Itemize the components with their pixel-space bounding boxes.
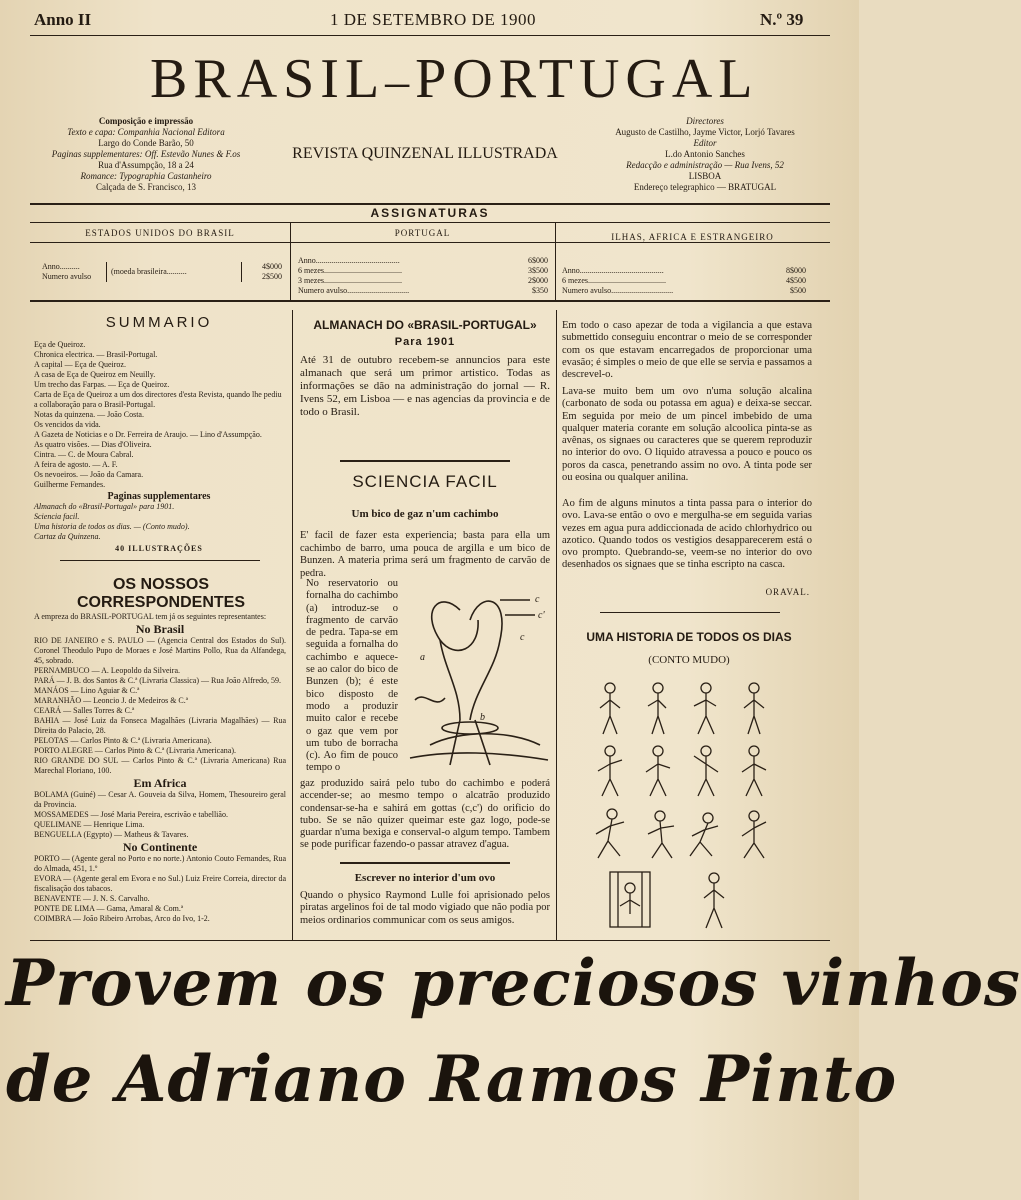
agent-entry: PONTE DE LIMA — Gama, Amaral & Com.ª	[34, 904, 184, 913]
column-divider	[555, 222, 556, 300]
signature: ORAVAL.	[765, 587, 810, 597]
correspondentes-title: OS NOSSOS CORRESPONDENTES	[76, 576, 246, 611]
summario-title: SUMMARIO	[105, 314, 213, 331]
credit-line: Endereço telegraphico — BRATUGAL	[633, 182, 777, 192]
agent-entry: BOLAMA (Guiné) — Cesar A. Gouveia da Silva, Homem, Thesoureiro geral da Provincia.	[34, 790, 286, 809]
price-row	[562, 286, 806, 296]
title-portugal: PORTUGAL	[415, 48, 759, 110]
price-row	[298, 276, 548, 286]
content-bottom-rule	[30, 940, 830, 941]
price-label: Numero avulso	[42, 272, 92, 281]
section-rule	[600, 612, 780, 613]
section-rule	[60, 560, 260, 561]
masthead-bottom-rule	[30, 203, 830, 205]
issue-year: Anno II	[34, 10, 92, 29]
illustrations-count: 40 ILLUSTRAÇÕES	[115, 544, 203, 553]
title-brasil: BRASIL	[150, 48, 386, 110]
correspondentes-intro: A empreza do BRASIL-PORTUGAL tem já os seguintes representantes:	[34, 612, 267, 621]
agent-entry: BAHIA — José Luiz da Fonseca Magalhães (Livraria Magalhães) — Rua Direita do Palacio, 28.	[34, 716, 286, 735]
label-b: b	[480, 712, 485, 723]
price-label: Anno..........................................	[562, 266, 664, 275]
portugal-header: PORTUGAL	[394, 228, 451, 238]
agent-entry: RIO DE JANEIRO e S. PAULO — (Agencia Central dos Estados do Sul). Coronel Theodulo Pupo de Moraes e José Martins Pollo, Rua da Alfandega, 45, sobrado.	[34, 636, 286, 665]
price-value: $500	[790, 286, 806, 295]
supplement-item: Almanach do «Brasil-Portugal» para 1901.	[34, 502, 175, 511]
almanach-text: Até 31 de outubro recebem-se annuncios para este almanach que será um primor artistico. Todas as informações se dão na administração do jornal — R. Ivens 52, em Lisboa — e nas agencias da provincia e de todo o Brasil.	[300, 354, 550, 418]
agent-entry: PORTO — (Agente geral no Porto e no norte.) Antonio Couto Fernandes, Rua do Almada, 451, 1.º	[34, 854, 286, 873]
ovo-p2: Lava-se muito bem um ovo n'uma solução alcalina (carbonato de soda ou potassa em agua) e deixa-se seccar. Em seguida por meio de um pincel imbebido de uma qualquer materia corante em solução alcoolica pinta-se as avênas, os signaes ou caracteres que se querem reproduzir no interior do ovo. O liquido atravessa a pouco e pouco os poros da casca, penetrando assim no ovo. A tinta pode ser ou eosina ou qualquer anilina.	[562, 386, 812, 484]
almanach-year: Para 1901	[394, 336, 456, 348]
agent-entry: BENGUELLA (Egypto) — Matheus & Tavares.	[34, 830, 189, 839]
figure-row-2	[598, 746, 766, 796]
summario-item: Eça de Queiroz.	[34, 340, 86, 349]
printing-credits	[46, 116, 246, 193]
newspaper-title	[150, 44, 759, 117]
masthead-top-rule	[30, 35, 830, 36]
title-dash: –	[385, 55, 416, 108]
region-heading: Em Africa	[133, 776, 187, 790]
price-label: 3 mezes.......................................	[298, 276, 402, 285]
ilhas-prices	[562, 266, 806, 296]
credit-line: Composição e impressão	[98, 116, 194, 126]
agent-entry: BENAVENTE — J. N. S. Carvalho.	[34, 894, 150, 903]
currency-note: (moeda brasileira..........	[106, 262, 241, 282]
credit-line: Romance: Typographia Castanheiro	[80, 171, 212, 181]
agent-entry: PARÁ — J. B. dos Santos & C.ª (Livraria Classica) — Rua João Alfredo, 59.	[34, 676, 282, 685]
label-c2: c'	[538, 610, 545, 621]
agent-entry: MOSSAMEDES — José Maria Pereira, escrivão e tabellião.	[34, 810, 228, 819]
price-value: 2$500	[262, 272, 282, 281]
price-label: 6 mezes.......................................	[298, 266, 402, 275]
summario-item: A casa de Eça de Queiroz em Neuilly.	[34, 370, 156, 379]
supplement-item: Cartaz da Quinzena.	[34, 532, 101, 541]
price-value: 2$000	[528, 276, 548, 285]
conto-title: UMA HISTORIA DE TODOS OS DIAS	[586, 630, 792, 644]
brasil-prices	[42, 262, 282, 282]
price-value: 4$000	[262, 262, 282, 271]
credit-line: Redacção e administração — Rua Ivens, 52	[626, 160, 784, 170]
price-value: 8$000	[786, 266, 806, 275]
sciencia-p1: E' facil de fazer esta experiencia; basta para ella um cachimbo de barro, uma pouca de argilla e um bico de Bunzen. A materia prima será um fragmento de carvão de pedra.	[300, 530, 550, 579]
agent-entry: MANÁOS — Lino Aguiar & C.ª	[34, 686, 140, 695]
agent-entry: PORTO ALEGRE — Carlos Pinto & C.ª (Livraria Americana).	[34, 746, 236, 755]
summario-item: As quatro visões. — Dias d'Oliveira.	[34, 440, 152, 449]
summario-item: Cintra. — C. de Moura Cabral.	[34, 450, 134, 459]
sciencia-p2-wide: gaz produzido sairá pelo tubo do cachimbo e poderá accender-se; ao mesmo tempo o alcatrão produzido condensar-se-ha e sahirá em gottas (c,c') do orificio do tubo. Se se não quizer queimar este gaz logo, pode-se guardar n'uma bexiga e conserval-o algum tempo. Tambem se pode purificar fazendo-o passar atravez d'agua.	[300, 778, 550, 851]
column-divider	[292, 310, 293, 940]
issue-number: N.º 39	[760, 10, 804, 29]
agent-entry: COIMBRA — João Ribeiro Arrobas, Arco do Ivo, 1-2.	[34, 914, 210, 923]
price-value: $350	[532, 286, 548, 295]
column-divider	[290, 222, 291, 300]
sciencia-title: SCIENCIA FACIL	[352, 472, 498, 491]
assignaturas-rule	[30, 222, 830, 223]
credit-line: L.do Antonio Sanches	[665, 149, 745, 159]
escrever-subtitle: Escrever no interior d'um ovo	[354, 872, 496, 884]
supplement-item: Uma historia de todos os dias. — (Conto mudo).	[34, 522, 190, 531]
section-rule	[340, 862, 510, 864]
price-row	[298, 286, 548, 296]
agent-entry: PERNAMBUCO — A. Leopoldo da Silveira.	[34, 666, 180, 675]
credit-line: Augusto de Castilho, Jayme Victor, Lorjó Tavares	[615, 127, 795, 137]
conto-subtitle: (CONTO MUDO)	[648, 654, 730, 666]
summario-item: Chronica electrica. — Brasil-Portugal.	[34, 350, 158, 359]
price-row	[562, 266, 806, 276]
credit-line: Rua d'Assumpção, 18 a 24	[98, 160, 194, 170]
label-a: a	[420, 652, 425, 663]
correspondentes-list	[34, 612, 286, 924]
credit-line: Paginas supplementares: Off. Estevão Nunes & F.os	[51, 149, 241, 159]
assignaturas-title: ASSIGNATURAS	[370, 206, 490, 220]
summario-item: A Gazeta de Noticias e o Dr. Ferreira de Araujo. — Lino d'Assumpção.	[34, 430, 262, 439]
brasil-header: ESTADOS UNIDOS DO BRASIL	[85, 228, 235, 238]
conto-mudo-illustration	[588, 676, 778, 934]
column-divider	[556, 310, 557, 940]
agent-entry: MARANHÃO — Leoncio J. de Medeiros & C.ª	[34, 696, 188, 705]
label-c3: c	[520, 632, 525, 643]
handwritten-ad-line-2: de Adriano Ramos Pinto	[6, 1042, 898, 1117]
credit-line: Calçada de S. Francisco, 13	[96, 182, 196, 192]
summario-item: A capital — Eça de Queiroz.	[34, 360, 126, 369]
pipe-illustration	[400, 580, 550, 775]
escrever-p1: Quando o physico Raymond Lulle foi aprisionado pelos piratas argelinos foi de tal modo vigiado que não podia por meios ordinarios communicar com os seus amigos.	[300, 890, 550, 926]
agent-entry: RIO GRANDE DO SUL — Carlos Pinto & C.ª (Livraria Americana) Rua Marechal Floriano, 100.	[34, 756, 286, 775]
summario-list	[34, 340, 284, 554]
ilhas-header: ILHAS, AFRICA E ESTRANGEIRO	[611, 232, 774, 242]
issue-date: 1 DE SETEMBRO DE 1900	[330, 10, 536, 29]
price-value: 6$000	[528, 256, 548, 265]
summario-item: Os vencidos da vida.	[34, 420, 101, 429]
price-label: Anno..........................................	[298, 256, 400, 265]
ovo-p3: Ao fim de alguns minutos a tinta passa para o interior do ovo. Lava-se então o ovo e mergulha-se em seguida varias vezes em agua pura addiccionada de acido chlorhydrico ou azotico. Quando todos os vestigios desapparecerem está o ovo prompto. Quebrando-se, veem-se no interior do ovo desenhados os signaes que se tinha escripto na casca.	[562, 498, 812, 571]
region-heading: No Continente	[122, 840, 198, 854]
credit-line: Texto e capa: Companhia Nacional Editora	[67, 127, 225, 137]
credit-line: Editor	[693, 138, 717, 148]
price-label: Numero avulso...............................	[298, 286, 410, 295]
summario-item: A feira de agosto. — A. F.	[34, 460, 118, 469]
price-row	[298, 266, 548, 276]
sciencia-p2-narrow: No reservatorio ou fornalha do cachimbo (a) introduz-se o fragmento de carvão de pedra. Tapa-se em seguida a fornalha do cachimbo e aquece-se ao calor do bico de Bunzen (b); é este bico disposto de modo a produzir muito calor e recebe o gaz que vem por um tubo de borracha (c). Ao fim de pouco tempo o	[306, 578, 398, 774]
agent-entry: QUELIMANE — Henrique Lima.	[34, 820, 145, 829]
assignaturas-bottom-rule	[30, 300, 830, 302]
sciencia-subtitle: Um bico de gaz n'um cachimbo	[351, 508, 499, 520]
figure-row-3	[596, 809, 766, 858]
region-heading: No Brasil	[135, 622, 185, 636]
figure-row-4	[610, 872, 724, 928]
summario-item: Um trecho das Farpas. — Eça de Queiroz.	[34, 380, 170, 389]
supplement-item: Sciencia facil.	[34, 512, 80, 521]
credit-line: LISBOA	[688, 171, 722, 181]
supplement-title: Paginas supplementares	[107, 491, 211, 502]
section-rule	[340, 460, 510, 462]
summario-item: Os nevoeiros. — João da Camara.	[34, 470, 144, 479]
price-value: 4$500	[786, 276, 806, 285]
summario-item: Carta de Eça de Queiroz a um dos directores d'esta Revista, quando lhe pediu a collaboração para o Brasil-Portugal.	[34, 390, 282, 409]
agent-entry: CEARÁ — Salles Torres & C.ª	[34, 706, 135, 715]
summario-item: Guilherme Fernandes.	[34, 480, 106, 489]
price-label: 6 mezes.......................................	[562, 276, 666, 285]
almanach-title: ALMANACH DO «BRASIL-PORTUGAL»	[313, 318, 537, 332]
agent-entry: PELOTAS — Carlos Pinto & C.ª (Livraria Americana).	[34, 736, 212, 745]
credit-line: Directores	[686, 116, 724, 126]
price-label: Numero avulso...............................	[562, 286, 674, 295]
label-c1: c	[535, 594, 540, 605]
assignaturas-subrule	[30, 242, 830, 243]
price-label: Anno..........	[42, 262, 80, 271]
credit-line: Largo do Conde Barão, 50	[98, 138, 194, 148]
ovo-p1: Em todo o caso apezar de toda a vigilancia a que estava submettido conseguiu encontrar o meio de se corresponder com os que estavam encarregados de proporcionar uma evasão; é simples o meio de que elle se servia e passamos a descrevel-o.	[562, 320, 812, 381]
price-row	[562, 276, 806, 286]
subtitle: REVISTA QUINZENAL ILLUSTRADA	[292, 145, 558, 162]
agent-entry: EVORA — (Agente geral em Evora e no Sul.) Luiz Freire Correia, director da fiscalisação dos tabacos.	[34, 874, 286, 893]
editorial-credits	[590, 116, 820, 193]
price-row	[298, 256, 548, 266]
price-value: 3$500	[528, 266, 548, 275]
portugal-prices	[298, 256, 548, 296]
figure-row-1	[600, 683, 764, 734]
handwritten-ad-line-1: Provem os preciosos vinhos	[6, 946, 1021, 1021]
summario-item: Notas da quinzena. — João Costa.	[34, 410, 144, 419]
